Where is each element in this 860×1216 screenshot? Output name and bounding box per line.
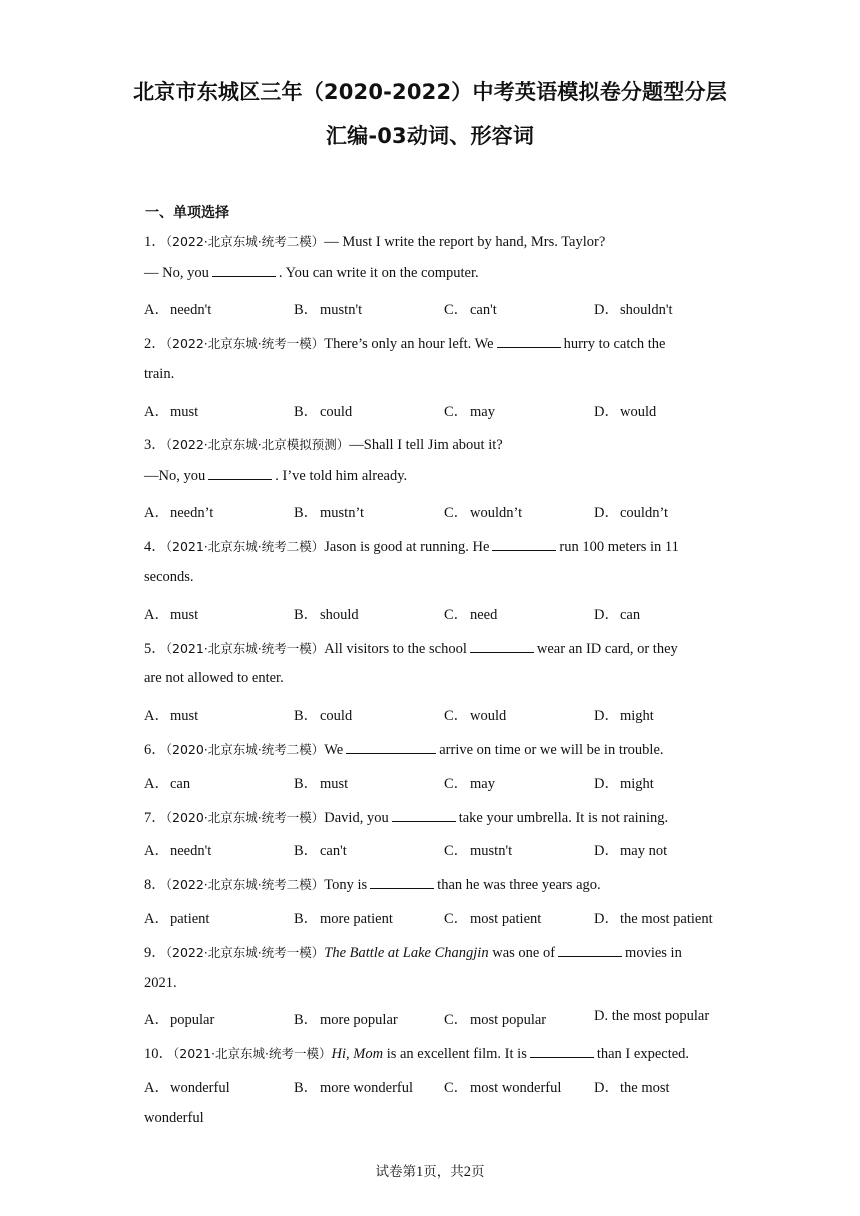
option-b: B． more wonderful xyxy=(294,1080,414,1096)
question-text: movies in xyxy=(625,945,682,961)
option-d: D．may not xyxy=(594,843,668,859)
answer-blank xyxy=(492,538,556,551)
question-6-options xyxy=(144,772,724,792)
option-d: D．shouldn't xyxy=(594,302,673,318)
option-c: C． may xyxy=(444,776,495,792)
option-a: A．must xyxy=(144,404,199,420)
question-number: 7． xyxy=(144,810,166,826)
question-text: Jason is good at running. He xyxy=(324,539,490,555)
question-text: wear an ID card, or they xyxy=(536,641,678,657)
question-text: run 100 meters in 11 xyxy=(559,539,679,555)
question-number: 9． xyxy=(144,945,166,961)
option-b: B． should xyxy=(294,607,359,623)
option-c: C． mustn't xyxy=(444,843,513,859)
question-source: （2022·北京东城·统考一模） xyxy=(165,945,325,960)
option-d: D．might xyxy=(594,708,654,724)
question-7-options xyxy=(144,839,724,859)
question-source: （2021·北京东城·统考一模） xyxy=(173,1046,332,1061)
question-number: 2． xyxy=(144,336,166,352)
question-source: （2022·北京东城·统考二模） xyxy=(165,877,325,892)
question-text: hurry to catch the xyxy=(563,336,666,352)
question-text: David, you xyxy=(324,810,389,826)
answer-blank xyxy=(208,467,272,480)
question-9-options xyxy=(144,1008,724,1028)
option-c: C． would xyxy=(444,708,507,724)
question-3-stem-line2 xyxy=(144,467,719,485)
option-b: B． mustn't xyxy=(294,302,363,318)
question-text: — Must I write the report by hand, Mrs. Taylor? xyxy=(324,234,606,250)
question-7-stem xyxy=(144,806,719,827)
option-d: D．can xyxy=(594,607,641,623)
option-d: D．the most xyxy=(594,1080,670,1096)
question-text: There’s only an hour left. We xyxy=(324,336,494,352)
question-number: 8． xyxy=(144,877,166,893)
question-1-options xyxy=(144,298,724,318)
question-number: 10． xyxy=(144,1046,173,1062)
movie-title: Hi, Mom xyxy=(331,1046,384,1062)
question-1-stem xyxy=(144,230,719,251)
document-title-line1: 北京市东城区三年（2020-2022）中考英语模拟卷分题型分层 xyxy=(133,80,727,104)
question-2-stem-line2: train. xyxy=(144,366,175,382)
question-4-stem-line2: seconds. xyxy=(144,569,194,585)
question-text: All visitors to the school xyxy=(324,641,467,657)
question-text: —No, you xyxy=(144,468,206,484)
question-4-stem xyxy=(144,535,719,556)
question-9-stem xyxy=(144,941,719,962)
question-text: We xyxy=(324,742,344,758)
question-2-stem xyxy=(144,332,719,353)
question-text: arrive on time or we will be in trouble. xyxy=(439,742,664,758)
question-10-option-d-wrap: wonderful xyxy=(144,1110,204,1126)
question-6-stem xyxy=(144,738,719,759)
question-text: is an excellent film. It is xyxy=(386,1046,527,1062)
question-text: . I’ve told him already. xyxy=(275,468,408,484)
question-number: 3． xyxy=(144,437,166,453)
option-c: C． most patient xyxy=(444,911,542,927)
question-3-stem xyxy=(144,433,719,454)
option-c: C． most popular xyxy=(444,1012,547,1028)
page-number: 1 xyxy=(416,1164,424,1180)
question-text: —Shall I tell Jim about it? xyxy=(349,437,503,453)
question-text: Tony is xyxy=(324,877,368,893)
option-d: D．might xyxy=(594,776,654,792)
question-number: 1． xyxy=(144,234,166,250)
question-4-options xyxy=(144,603,724,623)
option-b: B． mustn’t xyxy=(294,505,365,521)
option-c: C． can't xyxy=(444,302,497,318)
option-b: B． can't xyxy=(294,843,347,859)
page-footer: 试卷第1页，共2页 xyxy=(375,1164,485,1180)
option-b: B． must xyxy=(294,776,349,792)
answer-blank xyxy=(558,944,622,957)
question-source: （2022·北京东城·统考二模） xyxy=(165,234,325,249)
option-b: B． could xyxy=(294,708,353,724)
answer-blank xyxy=(392,809,456,822)
option-a: A．must xyxy=(144,607,199,623)
option-a: A．needn’t xyxy=(144,505,214,521)
question-5-stem xyxy=(144,637,719,658)
option-d: D. the most popular xyxy=(594,1008,710,1024)
question-text: — No, you xyxy=(144,265,209,281)
option-a: A．needn't xyxy=(144,843,212,859)
question-10-options xyxy=(144,1076,724,1096)
question-number: 6． xyxy=(144,742,166,758)
movie-title: The Battle at Lake Changjin xyxy=(324,945,489,961)
question-source: （2021·北京东城·统考二模） xyxy=(165,539,325,554)
document-title-line2: 汇编-03动词、形容词 xyxy=(325,124,535,148)
option-a: A．needn't xyxy=(144,302,212,318)
option-c: C． need xyxy=(444,607,498,623)
option-b: B． more popular xyxy=(294,1012,398,1028)
question-number: 4． xyxy=(144,539,166,555)
option-d: D．couldn’t xyxy=(594,505,669,521)
question-5-stem-line2: are not allowed to enter. xyxy=(144,670,284,686)
question-10-stem xyxy=(144,1042,719,1063)
answer-blank xyxy=(346,741,436,754)
question-source: （2020·北京东城·统考一模） xyxy=(165,810,325,825)
question-source: （2020·北京东城·统考二模） xyxy=(165,742,325,757)
option-a: A．patient xyxy=(144,911,210,927)
question-number: 5． xyxy=(144,641,166,657)
question-8-options xyxy=(144,907,724,927)
answer-blank xyxy=(212,264,276,277)
option-a: A．popular xyxy=(144,1012,215,1028)
answer-blank xyxy=(470,640,534,653)
option-d: D．the most patient xyxy=(594,911,713,927)
option-c: C． may xyxy=(444,404,495,420)
answer-blank xyxy=(530,1045,594,1058)
option-a: A．can xyxy=(144,776,191,792)
option-b: B． could xyxy=(294,404,353,420)
question-1-stem-line2 xyxy=(144,264,719,282)
question-text: than I expected. xyxy=(596,1046,690,1062)
option-d: D．would xyxy=(594,404,657,420)
question-8-stem xyxy=(144,873,719,894)
question-9-stem-line2: 2021. xyxy=(144,975,177,991)
option-c: C． most wonderful xyxy=(444,1080,562,1096)
answer-blank xyxy=(497,335,561,348)
section-heading: 一、单项选择 xyxy=(145,205,229,221)
option-c: C． wouldn’t xyxy=(444,505,523,521)
question-source: （2021·北京东城·统考一模） xyxy=(165,641,325,656)
option-b: B． more patient xyxy=(294,911,393,927)
question-source: （2022·北京东城·北京模拟预测） xyxy=(165,437,350,452)
question-text: take your umbrella. It is not raining. xyxy=(458,810,669,826)
option-a: A．wonderful xyxy=(144,1080,230,1096)
page-total: 2 xyxy=(463,1164,471,1180)
question-5-options xyxy=(144,704,724,724)
question-text: than he was three years ago. xyxy=(437,877,601,893)
question-2-options xyxy=(144,400,724,420)
question-text: . You can write it on the computer. xyxy=(278,265,479,281)
question-text: was one of xyxy=(492,945,556,961)
question-3-options xyxy=(144,501,724,521)
answer-blank xyxy=(370,876,434,889)
option-a: A．must xyxy=(144,708,199,724)
question-source: （2022·北京东城·统考一模） xyxy=(165,336,325,351)
